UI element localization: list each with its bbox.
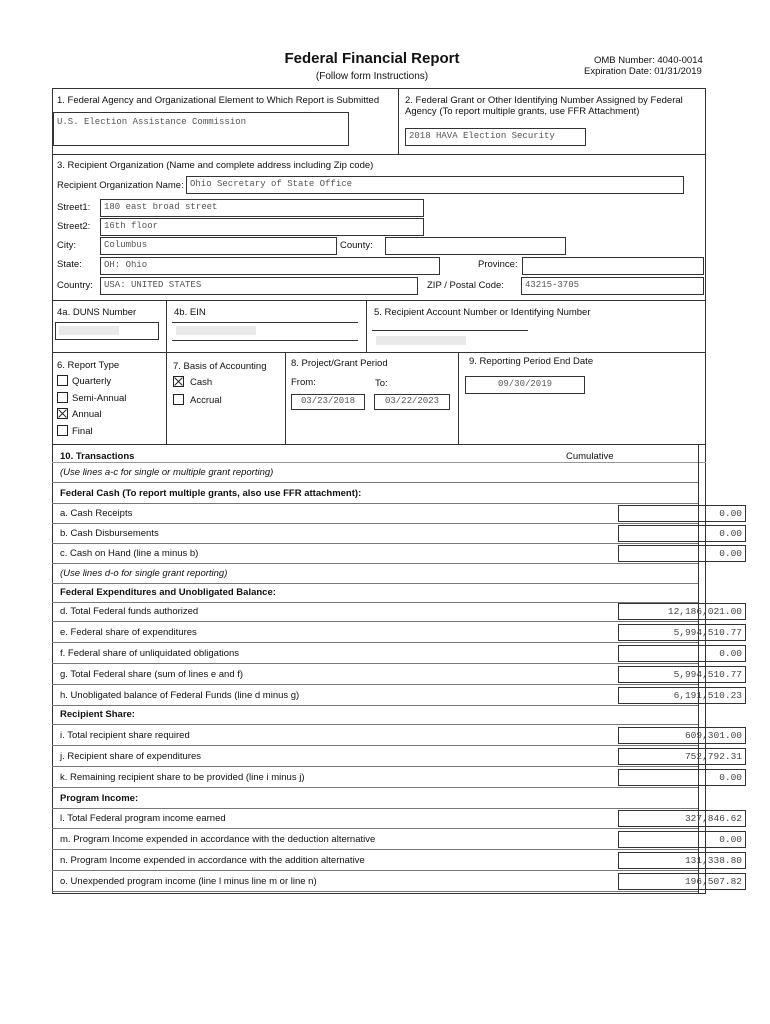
- country-field[interactable]: USA: UNITED STATES: [100, 277, 418, 295]
- transaction-row-cash-on-hand: [52, 543, 742, 564]
- accrual-label: Accrual: [190, 395, 222, 406]
- transaction-label: i. Total recipient share required: [60, 730, 190, 741]
- annual-checkbox[interactable]: [57, 408, 68, 419]
- accrual-checkbox[interactable]: [173, 394, 184, 405]
- transaction-row-recipient-share-required: [52, 725, 742, 746]
- final-label: Final: [72, 426, 93, 437]
- to-label: To:: [375, 378, 388, 389]
- transaction-label: e. Federal share of expenditures: [60, 627, 197, 638]
- report-type-label: 6. Report Type: [57, 360, 120, 371]
- amount-field[interactable]: 752,792.31: [618, 748, 746, 765]
- cash-label: Cash: [190, 377, 213, 388]
- transaction-label: g. Total Federal share (sum of lines e and f): [60, 669, 244, 680]
- grant-number-field[interactable]: 2018 HAVA Election Security: [405, 128, 586, 146]
- transaction-label: m. Program Income expended in accordance with the deduction alternative: [60, 834, 376, 845]
- transaction-label: o. Unexpended program income (line l minus line m or line n): [60, 876, 317, 887]
- account-label: 5. Recipient Account Number or Identifying Number: [374, 307, 591, 318]
- expiration-date: Expiration Date: 01/31/2019: [584, 66, 702, 77]
- org-name-field[interactable]: Ohio Secretary of State Office: [186, 176, 684, 194]
- city-field[interactable]: Columbus: [100, 237, 337, 255]
- amount-field[interactable]: 0.00: [618, 645, 746, 662]
- amount-field[interactable]: 196,507.82: [618, 873, 746, 890]
- amount-field[interactable]: 131,338.80: [618, 852, 746, 869]
- city-label: City:: [57, 240, 76, 251]
- amount-field[interactable]: 0.00: [618, 769, 746, 786]
- county-label: County:: [340, 240, 373, 251]
- transaction-row-program-income-deduction: [52, 829, 742, 850]
- duns-label: 4a. DUNS Number: [57, 307, 137, 318]
- divider: [366, 300, 367, 352]
- section1-label: 1. Federal Agency and Organizational Element to Which Report is Submitted: [57, 95, 380, 106]
- transaction-row-federal-funds-authorized: [52, 601, 742, 622]
- semi-annual-checkbox[interactable]: [57, 392, 68, 403]
- cash-checkbox[interactable]: [173, 376, 184, 387]
- transaction-row-federal-share-expenditures: [52, 622, 742, 643]
- transaction-row-cash-disbursements: [52, 523, 742, 544]
- transaction-label: k. Remaining recipient share to be provided (line i minus j): [60, 772, 305, 783]
- divider: [398, 88, 399, 154]
- transactions-title: 10. Transactions: [60, 451, 135, 462]
- transaction-row-federal-cash-heading: [52, 483, 698, 504]
- grant-period-label: 8. Project/Grant Period: [291, 358, 388, 369]
- federal-agency-field[interactable]: U.S. Election Assistance Commission: [53, 112, 349, 146]
- divider: [372, 330, 528, 331]
- state-field[interactable]: OH: Ohio: [100, 257, 440, 275]
- redacted-text: [59, 326, 119, 335]
- redacted-text: [376, 336, 466, 345]
- transaction-label: j. Recipient share of expenditures: [60, 751, 201, 762]
- page-title: Federal Financial Report: [284, 50, 460, 67]
- section2-label-line2: Agency (To report multiple grants, use FFR Attachment): [405, 106, 640, 117]
- transaction-row-cash-receipts: [52, 503, 742, 524]
- transaction-row-program-income-unexpended: [52, 871, 742, 892]
- transaction-label: b. Cash Disbursements: [60, 528, 159, 539]
- redacted-text: [176, 326, 256, 335]
- amount-field[interactable]: 0.00: [618, 505, 746, 522]
- transaction-row-remaining-recipient-share: [52, 767, 742, 788]
- section3-label: 3. Recipient Organization (Name and complete address including Zip code): [57, 160, 374, 171]
- transaction-label: h. Unobligated balance of Federal Funds (line d minus g): [60, 690, 300, 701]
- street1-field[interactable]: 180 east broad street: [100, 199, 424, 217]
- divider: [166, 300, 167, 352]
- divider: [52, 300, 706, 301]
- county-field[interactable]: [385, 237, 566, 255]
- from-label: From:: [291, 377, 316, 388]
- province-field[interactable]: [522, 257, 704, 275]
- amount-field[interactable]: 12,186,021.00: [618, 603, 746, 620]
- amount-field[interactable]: 0.00: [618, 525, 746, 542]
- transaction-row-federal-unliquidated-obligations: [52, 643, 742, 664]
- divider: [285, 352, 286, 444]
- transaction-label: Federal Expenditures and Unobligated Balance:: [60, 587, 276, 598]
- cumulative-label: Cumulative: [566, 451, 614, 462]
- ein-label: 4b. EIN: [174, 307, 206, 318]
- section2-label-line1: 2. Federal Grant or Other Identifying Number Assigned by Federal: [405, 95, 683, 106]
- semi-annual-label: Semi-Annual: [72, 393, 127, 404]
- transaction-row-recipient-share-expenditures: [52, 746, 742, 767]
- final-checkbox[interactable]: [57, 425, 68, 436]
- transaction-row-federal-expenditures-heading: [52, 582, 698, 603]
- divider: [166, 352, 167, 444]
- transaction-label: d. Total Federal funds authorized: [60, 606, 199, 617]
- transaction-label: l. Total Federal program income earned: [60, 813, 226, 824]
- transaction-label: f. Federal share of unliquidated obligations: [60, 648, 240, 659]
- transaction-label: Federal Cash (To report multiple grants, also use FFR attachment):: [60, 488, 362, 499]
- amount-field[interactable]: 327,846.62: [618, 810, 746, 827]
- transaction-row-program-income-addition: [52, 850, 742, 871]
- amount-field[interactable]: 0.00: [618, 831, 746, 848]
- transaction-label: a. Cash Receipts: [60, 508, 133, 519]
- divider: [52, 154, 706, 155]
- transaction-row-recipient-share-heading: [52, 704, 698, 725]
- street1-label: Street1:: [57, 202, 91, 213]
- quarterly-checkbox[interactable]: [57, 375, 68, 386]
- country-label: Country:: [57, 280, 93, 291]
- transaction-label: c. Cash on Hand (line a minus b): [60, 548, 199, 559]
- period-from-field[interactable]: 03/23/2018: [291, 394, 365, 410]
- transaction-row-total-federal-share: [52, 664, 742, 685]
- transaction-row-note-single-multiple: [52, 462, 698, 483]
- zip-field[interactable]: 43215-3705: [521, 277, 704, 295]
- basis-label: 7. Basis of Accounting: [173, 361, 267, 372]
- divider: [172, 322, 358, 323]
- transaction-label: (Use lines a-c for single or multiple grant reporting): [60, 467, 274, 478]
- amount-field[interactable]: 6,191,510.23: [618, 687, 746, 704]
- period-to-field[interactable]: 03/22/2023: [374, 394, 450, 410]
- state-label: State:: [57, 259, 82, 270]
- amount-field[interactable]: 0.00: [618, 545, 746, 562]
- period-end-label: 9. Reporting Period End Date: [469, 356, 594, 367]
- transaction-row-program-income-earned: [52, 808, 742, 829]
- street2-label: Street2:: [57, 221, 91, 232]
- transaction-label: Recipient Share:: [60, 709, 135, 720]
- divider: [52, 352, 706, 353]
- divider: [172, 340, 358, 341]
- transaction-row-unobligated-balance: [52, 685, 742, 706]
- transaction-row-program-income-heading: [52, 788, 698, 809]
- zip-label: ZIP / Postal Code:: [427, 280, 504, 291]
- divider: [458, 352, 459, 444]
- province-label: Province:: [478, 259, 518, 270]
- transaction-label: Program Income:: [60, 793, 139, 804]
- amount-field[interactable]: 5,994,510.77: [618, 666, 746, 683]
- street2-field[interactable]: 16th floor: [100, 218, 424, 236]
- quarterly-label: Quarterly: [72, 376, 112, 387]
- annual-label: Annual: [72, 409, 102, 420]
- amount-field[interactable]: 609,301.00: [618, 727, 746, 744]
- divider: [52, 444, 706, 445]
- transaction-label: (Use lines d-o for single grant reporting): [60, 568, 228, 579]
- transaction-row-note-single: [52, 563, 698, 584]
- period-end-field[interactable]: 09/30/2019: [465, 376, 585, 394]
- page-subtitle: (Follow form Instructions): [315, 71, 429, 82]
- omb-number: OMB Number: 4040-0014: [594, 55, 703, 66]
- transaction-label: n. Program Income expended in accordance with the addition alternative: [60, 855, 365, 866]
- org-name-label: Recipient Organization Name:: [57, 180, 184, 191]
- amount-field[interactable]: 5,994,510.77: [618, 624, 746, 641]
